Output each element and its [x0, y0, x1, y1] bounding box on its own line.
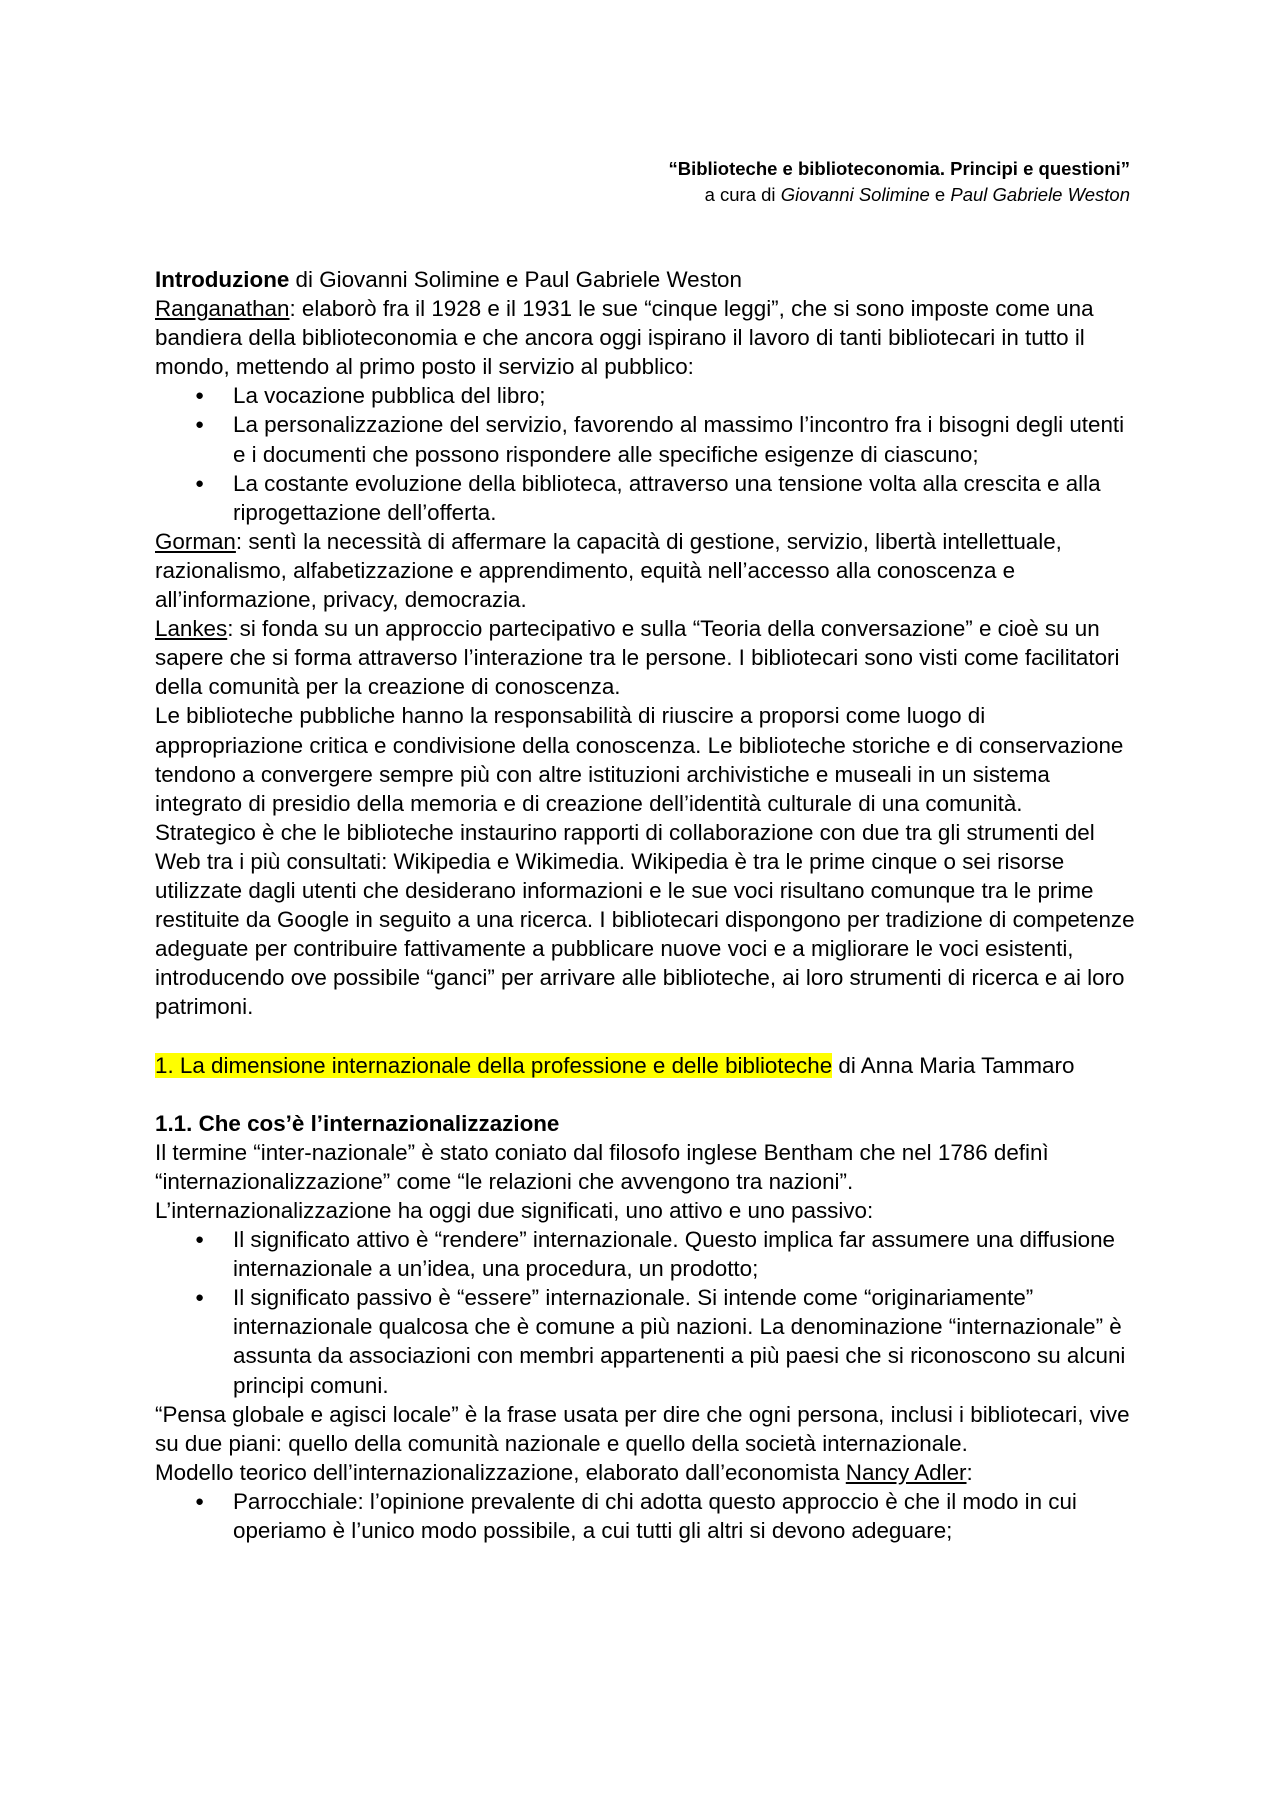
lankes-text: : si fonda su un approccio partecipativo e sulla “Teoria della conversazione” e cioè su un sapere che si forma attraverso l’interazione tra le persone. I bibliotecari sono visti come facilitatori della comunità per la creazione di conoscenza.	[155, 616, 1120, 700]
book-editors	[430, 182, 1130, 208]
adler-name: Nancy Adler	[845, 1459, 967, 1485]
document-body	[155, 265, 1135, 1545]
adler-list	[155, 1487, 1135, 1545]
page-header	[430, 156, 1130, 208]
list-item: ● Parrocchiale: l’opinione prevalente di chi adotta questo approccio è che il modo in cui operiamo è l’unico modo possibile, a cui tutti gli altri si devono adeguare;	[155, 1487, 1135, 1545]
editor-name: Giovanni Solimine	[780, 184, 930, 205]
ranganathan-list	[155, 381, 1135, 526]
ranganathan-name: Ranganathan	[155, 296, 290, 322]
adler-suffix: :	[966, 1459, 973, 1485]
gorman-paragraph	[155, 527, 1135, 614]
book-title: “Biblioteche e biblioteconomia. Principi e questioni”	[668, 158, 1130, 179]
ranganathan-paragraph	[155, 294, 1135, 381]
editors-conjunction: e	[929, 184, 951, 205]
meanings-list	[155, 1225, 1135, 1400]
meanings-intro: L’internazionalizzazione ha oggi due significati, uno attivo e uno passivo:	[155, 1198, 874, 1223]
editor-name: Paul Gabriele Weston	[950, 184, 1130, 205]
chapter-title-highlighted: 1. La dimensione internazionale della professione e delle biblioteche	[155, 1052, 833, 1078]
list-item: ● La costante evoluzione della biblioteca, attraverso una tensione volta alla crescita e alla riprogettazione dell’offerta.	[155, 469, 1135, 527]
editors-prefix: a cura di	[704, 184, 781, 205]
gorman-name: Gorman	[155, 528, 236, 554]
lankes-name: Lankes	[155, 616, 228, 642]
list-item: ● Il significato attivo è “rendere” internazionale. Questo implica far assumere una diffusione internazionale a un’idea, una procedura, un prodotto;	[155, 1225, 1135, 1283]
adler-paragraph	[155, 1458, 1135, 1487]
blank-line	[155, 1021, 1135, 1050]
intro-heading	[155, 265, 1135, 294]
public-libraries-paragraph: Le biblioteche pubbliche hanno la responsabilità di riuscire a proporsi come luogo di appropriazione critica e condivisione della conoscenza. Le biblioteche storiche e di conservazione tendono a convergere sempre più con altre istituzioni archivistiche e museali in un sistema integrato di presidio della memoria e di creazione dell’identità culturale di una comunità.	[155, 703, 1124, 816]
adler-prefix: Modello teorico dell’internazionalizzazione, elaborato dall’economista	[155, 1459, 846, 1485]
list-item: ● La personalizzazione del servizio, favorendo al massimo l’incontro fra i bisogni degli utenti e i documenti che possono rispondere alle specifiche esigenze di ciascuno;	[155, 410, 1135, 468]
intro-heading-authors: di Giovanni Solimine e Paul Gabriele Weston	[289, 267, 742, 292]
lankes-paragraph	[155, 614, 1135, 701]
think-global-paragraph: “Pensa globale e agisci locale” è la frase usata per dire che ogni persona, inclusi i bibliotecari, vive su due piani: quello della comunità nazionale e quello della società internazionale.	[155, 1401, 1130, 1456]
section-heading: 1.1. Che cos’è l’internazionalizzazione	[155, 1110, 560, 1136]
chapter-author: di Anna Maria Tammaro	[832, 1052, 1075, 1078]
chapter-heading	[155, 1051, 1135, 1080]
blank-line	[155, 1080, 1135, 1109]
list-item: ● Il significato passivo è “essere” internazionale. Si intende come “originariamente” internazionale qualcosa che è comune a più nazioni. La denominazione “internazionale” è assunta da associazioni con membri appartenenti a più paesi che si riconoscono su alcuni principi comuni.	[155, 1283, 1135, 1399]
bentham-paragraph: Il termine “inter-nazionale” è stato coniato dal filosofo inglese Bentham che nel 1786 definì “internazionalizzazione” come “le relazioni che avvengono tra nazioni”.	[155, 1139, 1049, 1194]
list-item: ● La vocazione pubblica del libro;	[155, 381, 1135, 410]
ranganathan-text: : elaborò fra il 1928 e il 1931 le sue “cinque leggi”, che si sono imposte come una bandiera della biblioteconomia e che ancora oggi ispirano il lavoro di tanti bibliotecari in tutto il mondo, mettendo al primo posto il servizio al pubblico:	[155, 296, 1094, 380]
gorman-text: : sentì la necessità di affermare la capacità di gestione, servizio, libertà intellettuale, razionalismo, alfabetizzazione e apprendimento, equità nell’accesso alla conoscenza e all’informazione, privacy, democrazia.	[155, 528, 1062, 613]
intro-heading-bold: Introduzione	[155, 267, 290, 292]
strategic-paragraph: Strategico è che le biblioteche instaurino rapporti di collaborazione con due tra gli strumenti del Web tra i più consultati: Wikipedia e Wikimedia. Wikipedia è tra le prime cinque o sei risorse utilizzate dagli utenti che desiderano informazioni e le sue voci risultano comunque tra le prime restituite da Google in seguito a una ricerca. I bibliotecari dispongono per tradizione di competenze adeguate per contribuire fattivamente a pubblicare nuove voci e a migliorare le voci esistenti, introducendo ove possibile “ganci” per arrivare alle biblioteche, ai loro strumenti di ricerca e ai loro patrimoni.	[155, 819, 1135, 1020]
